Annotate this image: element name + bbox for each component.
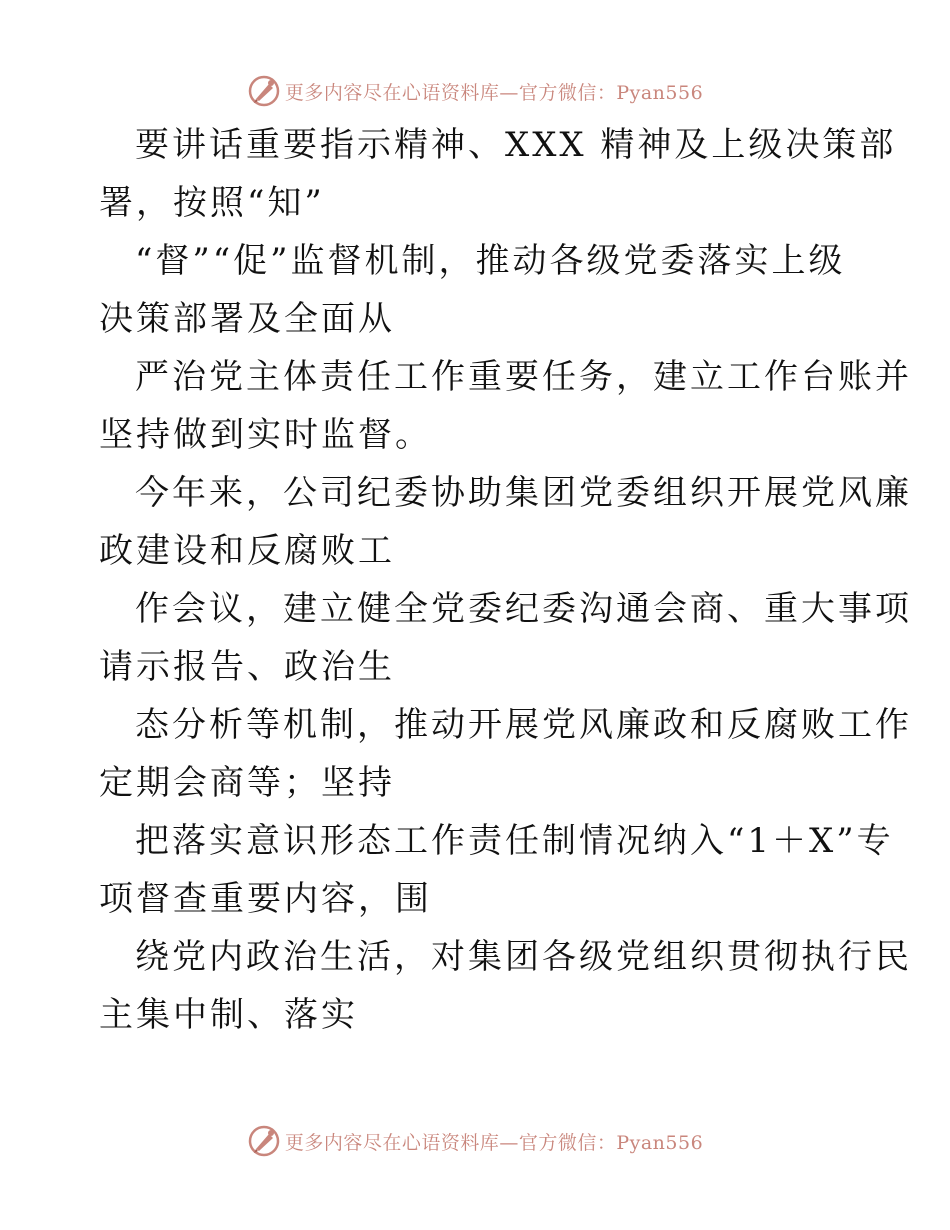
body-line: 今年来，公司纪委协助集团党委组织开展党风廉 (135, 473, 912, 513)
body-line: 绕党内政治生活，对集团各级党组织贯彻执行民 (135, 937, 912, 977)
body-line: 定期会商等；坚持 (99, 763, 395, 803)
body-line: 态分析等机制，推动开展党风廉政和反腐败工作 (135, 705, 912, 745)
body-line: 作会议，建立健全党委纪委沟通会商、重大事项 (135, 589, 912, 629)
pen-nib-logo-icon (247, 74, 281, 108)
body-line: 项督查重要内容，围 (99, 879, 432, 919)
header-banner-text: 更多内容尽在心语资料库—官方微信：Pyan556 (284, 81, 704, 104)
body-line: 请示报告、政治生 (99, 647, 395, 687)
header-banner (0, 71, 950, 111)
body-line: 署，按照“知” (99, 183, 325, 223)
pen-nib-logo-icon (247, 1124, 281, 1158)
body-line: 把落实意识形态工作责任制情况纳入“1＋X”专 (135, 821, 894, 861)
body-line: 坚持做到实时监督。 (99, 415, 432, 455)
body-line: 主集中制、落实 (99, 995, 358, 1035)
body-line: 严治党主体责任工作重要任务，建立工作台账并 (135, 357, 912, 397)
body-line: “督”“促”监督机制，推动各级党委落实上级 (135, 241, 846, 281)
footer-banner-text: 更多内容尽在心语资料库—官方微信：Pyan556 (284, 1131, 704, 1154)
body-line: 政建设和反腐败工 (99, 531, 395, 571)
body-line: 决策部署及全面从 (99, 299, 395, 339)
footer-banner (0, 1121, 950, 1161)
document-body (99, 116, 912, 1044)
body-line: 要讲话重要指示精神、XXX 精神及上级决策部 (135, 125, 897, 165)
